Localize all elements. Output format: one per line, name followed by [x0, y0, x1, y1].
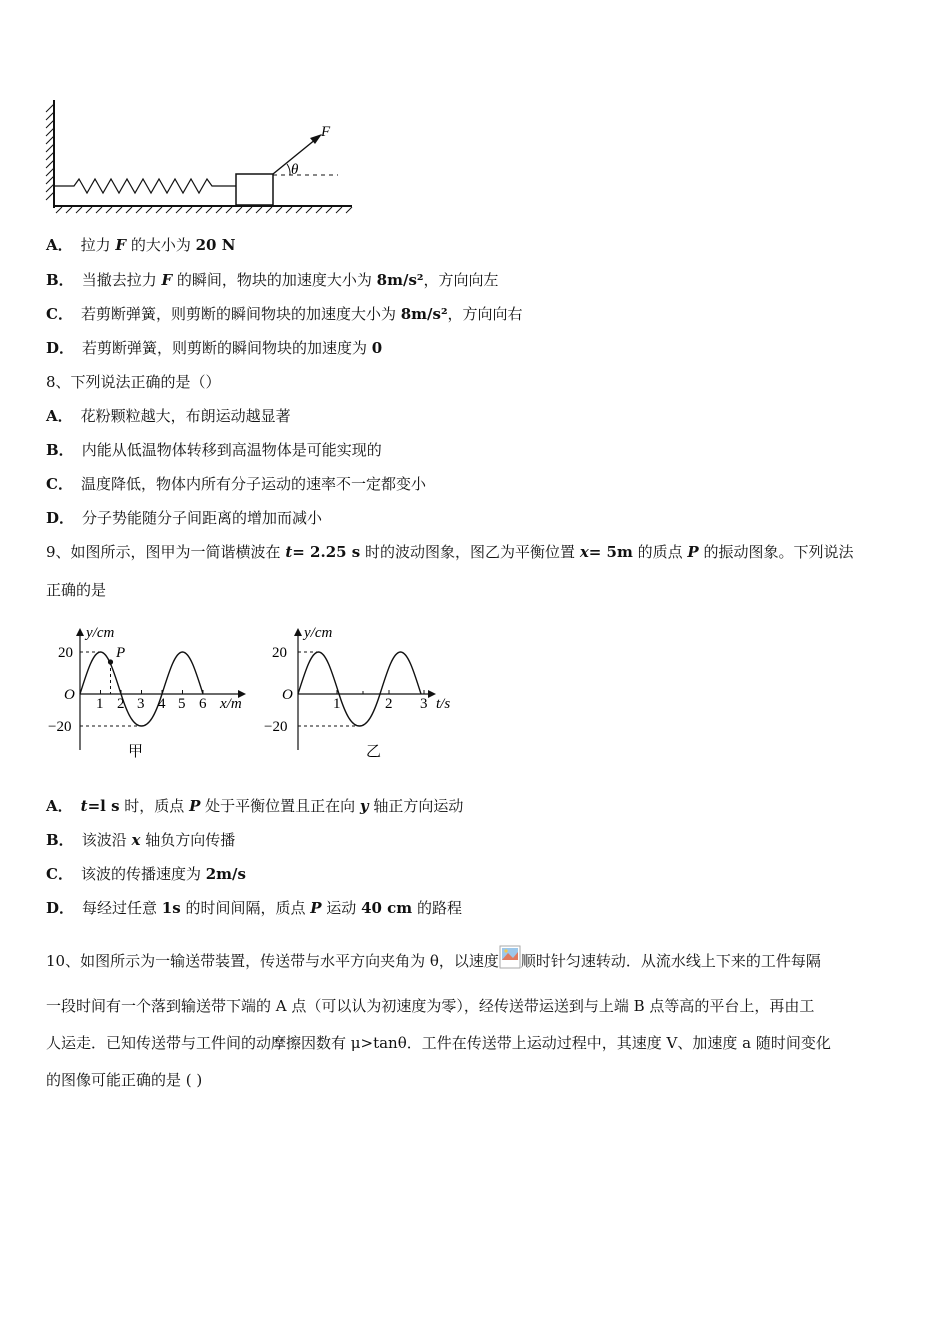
- vibration-curve: [298, 652, 421, 726]
- svg-text:乙: 乙: [366, 744, 382, 760]
- q9-option-d: D． 每经过任意 1s 的时间间隔，质点 P 运动 40 cm 的路程: [46, 899, 462, 917]
- broken-image-icon: [499, 944, 521, 970]
- svg-text:O: O: [64, 687, 75, 703]
- q9-stem-line2: 正确的是: [46, 581, 107, 599]
- svg-text:5: 5: [178, 696, 186, 712]
- force-label: F: [321, 124, 331, 140]
- wave-graph-jia: [44, 620, 254, 765]
- q8-stem: 8、下列说法正确的是（）: [46, 373, 221, 391]
- q8-option-b: B． 内能从低温物体转移到高温物体是可能实现的: [46, 441, 382, 459]
- svg-text:1: 1: [333, 696, 341, 712]
- svg-text:y/cm: y/cm: [86, 625, 115, 641]
- spring: [55, 179, 236, 193]
- svg-text:20: 20: [58, 645, 73, 661]
- svg-text:−20: −20: [48, 719, 72, 735]
- q9-option-c: C． 该波的传播速度为 2m/s: [46, 865, 246, 883]
- wave-curve: [80, 652, 203, 726]
- svg-text:−20: −20: [264, 719, 288, 735]
- q9-option-b: B． 该波沿 x 轴负方向传播: [46, 831, 236, 849]
- q7-option-c: C． 若剪断弹簧，则剪断的瞬间物块的加速度大小为 8m/s²，方向向右: [46, 305, 523, 323]
- svg-text:2: 2: [117, 696, 125, 712]
- svg-text:P: P: [116, 645, 126, 661]
- q10-line3: 人运走．已知传送带与工件间的动摩擦因数有 μ>tanθ．工件在传送带上运动过程中，其速度 V、加速度 a 随时间变化: [46, 1034, 831, 1052]
- svg-text:甲: 甲: [128, 744, 144, 760]
- svg-text:t/s: t/s: [436, 696, 451, 712]
- svg-text:4: 4: [158, 696, 166, 712]
- vibration-graph-yi: [262, 620, 472, 765]
- q10-line2: 一段时间有一个落到输送带下端的 A 点（可以认为初速度为零），经传送带运送到与上端 B 点等高的平台上，再由工: [46, 997, 815, 1015]
- q8-option-a: A． 花粉颗粒越大，布朗运动越显著: [46, 407, 291, 425]
- svg-text:O: O: [282, 687, 293, 703]
- q9-stem: 9、如图所示，图甲为一简谐横波在 t= 2.25 s 时的波动图象，图乙为平衡位置 x= 5m 的质点 P 的振动图象。下列说法: [46, 543, 854, 561]
- point-p: [108, 659, 113, 664]
- spring-block-figure: [40, 96, 360, 218]
- svg-text:20: 20: [272, 645, 287, 661]
- svg-text:1: 1: [96, 696, 104, 712]
- q7-option-b: B． 当撤去拉力 F 的瞬间，物块的加速度大小为 8m/s²，方向向左: [46, 271, 499, 289]
- block: [236, 174, 273, 205]
- q10-line4: 的图像可能正确的是 ( ): [46, 1071, 203, 1089]
- q8-option-c: C． 温度降低，物体内所有分子运动的速率不一定都变小: [46, 475, 426, 493]
- svg-text:x/m: x/m: [220, 696, 242, 712]
- svg-text:6: 6: [199, 696, 207, 712]
- q9-option-a: A． t=l s 时，质点 P 处于平衡位置且正在向 y 轴正方向运动: [46, 797, 464, 815]
- q8-option-d: D． 分子势能随分子间距离的增加而减小: [46, 509, 323, 527]
- q7-option-d: D． 若剪断弹簧，则剪断的瞬间物块的加速度为 0: [46, 339, 383, 357]
- svg-text:2: 2: [385, 696, 393, 712]
- svg-text:3: 3: [420, 696, 428, 712]
- angle-label: θ: [291, 162, 299, 178]
- q10-line1: 10、如图所示为一输送带装置，传送带与水平方向夹角为 θ，以速度 顺时针匀速转动．从流水线上下来的工件每隔: [46, 944, 821, 971]
- svg-text:y/cm: y/cm: [304, 625, 333, 641]
- q7-option-a: A． 拉力 F 的大小为 20 N: [46, 236, 236, 254]
- svg-text:3: 3: [137, 696, 145, 712]
